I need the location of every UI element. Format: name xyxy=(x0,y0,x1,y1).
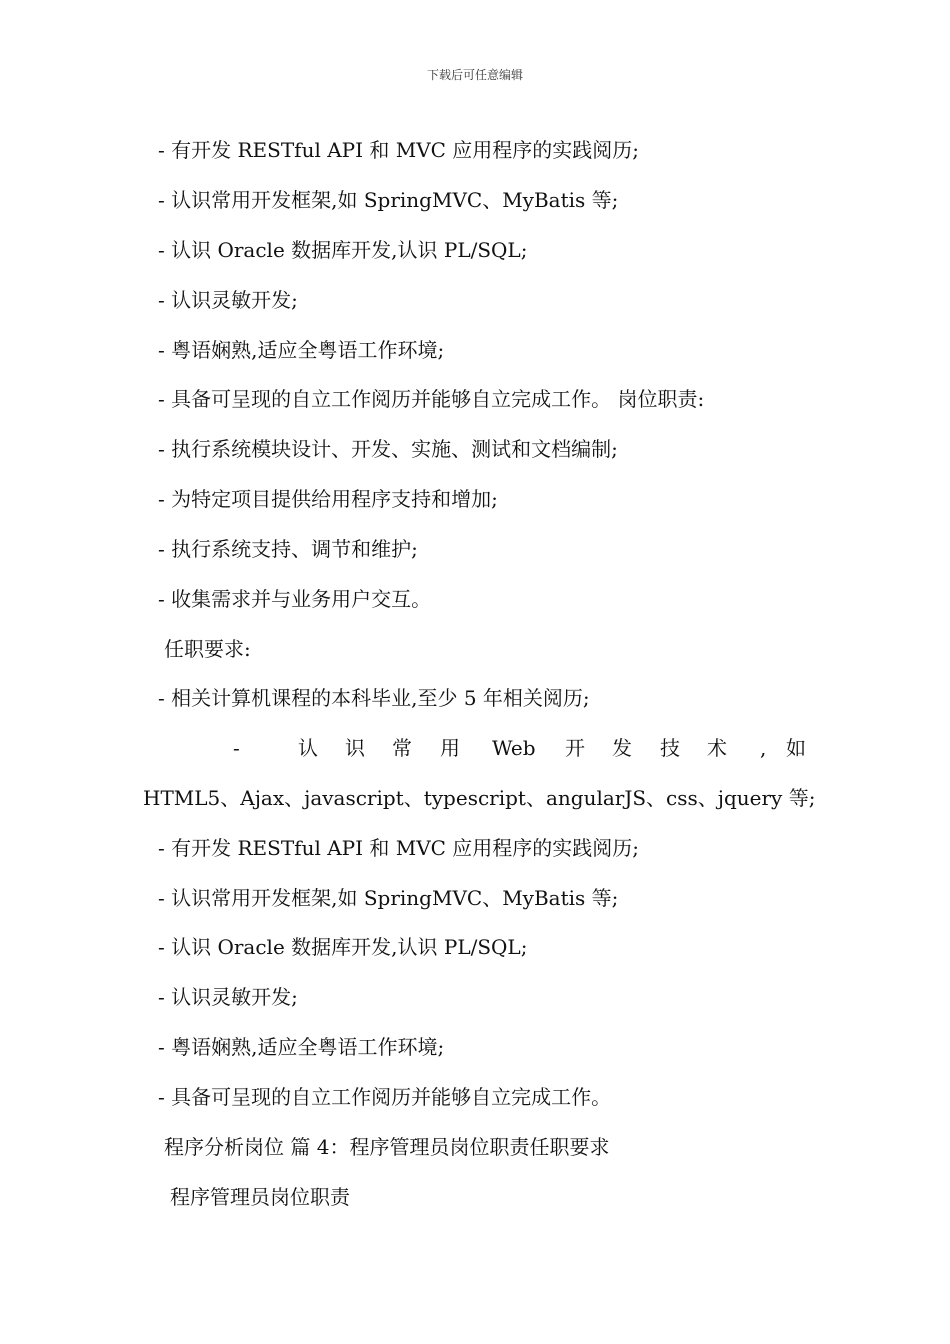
justified-word: 认 xyxy=(298,736,318,760)
paragraph-line: - 具备可呈现的自立工作阅历并能够自立完成工作。 岗位职责: xyxy=(158,387,705,411)
paragraph-line: - 粤语娴熟,适应全粤语工作环境; xyxy=(158,338,445,362)
justified-word: 发 xyxy=(612,736,632,760)
justified-word: 术 xyxy=(707,736,727,760)
justified-word: 技 xyxy=(660,736,680,760)
section-heading: 任职要求: xyxy=(164,637,251,661)
paragraph-line: - 执行系统模块设计、开发、实施、测试和文档编制; xyxy=(158,437,618,461)
justified-word: 开 xyxy=(565,736,585,760)
paragraph-line: - 相关计算机课程的本科毕业,至少 5 年相关阅历; xyxy=(158,686,590,710)
page-header: 下载后可任意编辑 xyxy=(426,68,523,82)
justified-word: , xyxy=(760,736,767,760)
paragraph-line: - 认识常用开发框架,如 SpringMVC、MyBatis 等; xyxy=(158,886,619,910)
justified-word: Web xyxy=(492,736,536,760)
paragraph-line: - 执行系统支持、调节和维护; xyxy=(158,537,418,561)
paragraph-line: - 认识 Oracle 数据库开发,认识 PL/SQL; xyxy=(158,238,528,262)
paragraph-line: - 认识常用开发框架,如 SpringMVC、MyBatis 等; xyxy=(158,188,619,212)
paragraph-line: - 有开发 RESTful API 和 MVC 应用程序的实践阅历; xyxy=(158,836,640,860)
justified-word: 如 xyxy=(786,736,806,760)
paragraph-line: - 具备可呈现的自立工作阅历并能够自立完成工作。 xyxy=(158,1085,612,1109)
justified-line xyxy=(0,733,950,763)
section-heading: 程序管理员岗位职责 xyxy=(170,1185,350,1209)
justified-word: - xyxy=(233,736,240,760)
section-heading: 程序分析岗位 篇 4：程序管理员岗位职责任职要求 xyxy=(164,1135,610,1159)
justified-word: 用 xyxy=(440,736,460,760)
justified-word: 常 xyxy=(392,736,412,760)
paragraph-line: HTML5、Ajax、javascript、typescript、angularJS、css、jquery 等; xyxy=(143,786,816,810)
paragraph-line: - 有开发 RESTful API 和 MVC 应用程序的实践阅历; xyxy=(158,138,640,162)
paragraph-line: - 收集需求并与业务用户交互。 xyxy=(158,587,432,611)
paragraph-line: - 认识灵敏开发; xyxy=(158,288,298,312)
paragraph-line: - 为特定项目提供给用程序支持和增加; xyxy=(158,487,498,511)
paragraph-line: - 认识灵敏开发; xyxy=(158,985,298,1009)
paragraph-line: - 认识 Oracle 数据库开发,认识 PL/SQL; xyxy=(158,935,528,959)
justified-word: 识 xyxy=(345,736,365,760)
paragraph-line: - 粤语娴熟,适应全粤语工作环境; xyxy=(158,1035,445,1059)
